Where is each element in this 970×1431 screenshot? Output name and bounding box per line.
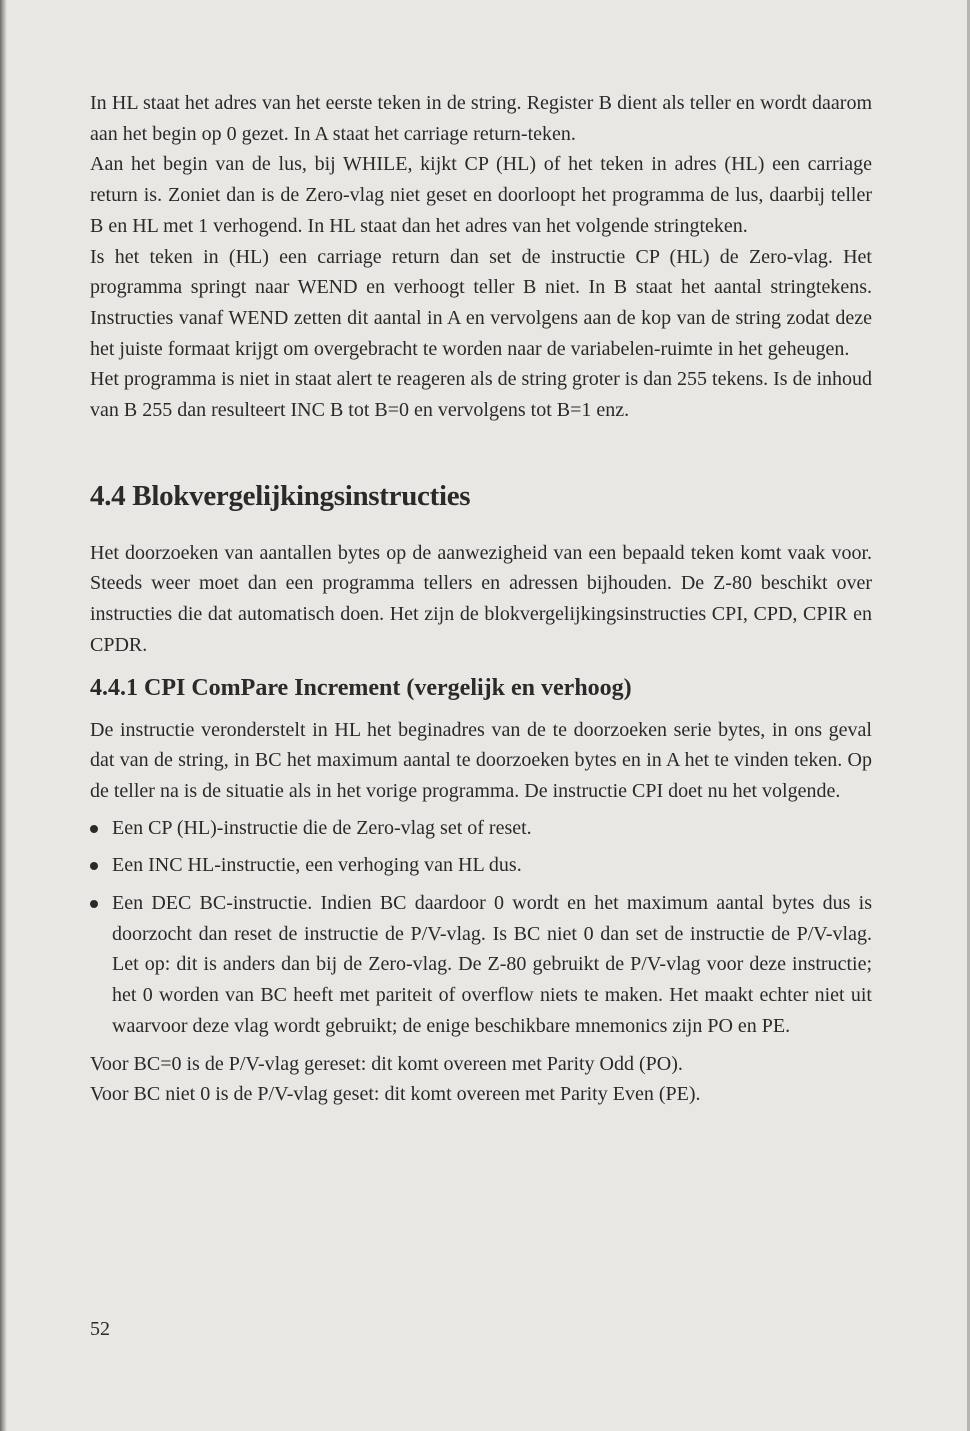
closing-line-2: Voor BC niet 0 is de P/V-vlag geset: dit komt overeen met Parity Even (PE). <box>90 1083 701 1106</box>
bullet-dot-icon <box>90 825 98 833</box>
section-heading: 4.4 Blokvergelijkingsinstructies <box>90 479 471 512</box>
intro-paragraph-1: In HL staat het adres van het eerste teken in de string. Register B dient als teller en wordt daarom aan het begin op 0 gezet. In A staat het carriage return-teken. <box>90 92 872 145</box>
list-item-text: Een INC HL-instructie, een verhoging van HL dus. <box>112 854 522 877</box>
bullet-dot-icon <box>90 862 98 870</box>
closing-line-1: Voor BC=0 is de P/V-vlag gereset: dit komt overeen met Parity Odd (PO). <box>90 1052 683 1075</box>
list-item-text: Een DEC BC-instructie. Indien BC daardoor 0 wordt en het maximum aantal bytes dus is doorzocht dan reset de instructie de P/V-vlag. Is BC niet 0 dan set de instructie de P/V-vlag. Let op: dit is anders dan bij de Zero-vlag. De Z-80 gebruikt de P/V-vlag voor deze instructie; het 0 worden van BC heeft met pariteit of overflow niets te maken. Het maakt echter niet uit waarvoor deze vlag wordt gebruikt; de enige beschikbare mnemonics zijn PO en PE. <box>112 892 872 1037</box>
intro-paragraph-2: Aan het begin van de lus, bij WHILE, kijkt CP (HL) of het teken in adres (HL) een carriage return is. Zoniet dan is de Zero-vlag niet geset en doorloopt het programma de lus, daarbij teller B en HL met 1 verhogend. In HL staat dan het adres van het volgende stringteken. <box>90 153 872 237</box>
bullet-dot-icon <box>90 900 98 908</box>
subsection-heading: 4.4.1 CPI ComPare Increment (vergelijk en verhoog) <box>90 674 632 701</box>
section-paragraph: Het doorzoeken van aantallen bytes op de aanwezigheid van een bepaald teken komt vaak voor. Steeds weer moet dan een programma tellers en adressen bijhouden. De Z-80 beschikt over instructies die dat automatisch doen. Het zijn de blokvergelijkingsinstructies CPI, CPD, CPIR en CPDR. <box>90 541 872 656</box>
list-item <box>90 813 872 844</box>
list-item <box>90 888 872 1042</box>
page-body <box>90 88 872 1110</box>
bullet-list <box>90 813 872 1042</box>
list-item <box>90 850 872 881</box>
subsection-paragraph: De instructie veronderstelt in HL het beginadres van de te doorzoeken serie bytes, in ons geval dat van de string, in BC het maximum aantal te doorzoeken bytes en in A het te vinden teken. Op de teller na is de situatie als in het vorige programma. De instructie CPI doet nu het volgende. <box>90 718 872 802</box>
intro-paragraph-3: Is het teken in (HL) een carriage return dan set de instructie CP (HL) de Zero-vlag. Het programma springt naar WEND en verhoogt teller B niet. In B staat het aantal stringtekens. Instructies vanaf WEND zetten dit aantal in A en vervolgens aan de kop van de string zodat deze het juiste formaat krijgt om overgebracht te worden naar de variabelen-ruimte in het geheugen. <box>90 245 872 360</box>
page-number: 52 <box>90 1318 110 1340</box>
list-item-text: Een CP (HL)-instructie die de Zero-vlag set of reset. <box>112 816 532 839</box>
page-edge-shadow <box>0 0 7 1431</box>
intro-paragraph-4: Het programma is niet in staat alert te reageren als de string groter is dan 255 tekens. Is de inhoud van B 255 dan resulteert INC B tot B=0 en vervolgens tot B=1 enz. <box>90 368 872 422</box>
